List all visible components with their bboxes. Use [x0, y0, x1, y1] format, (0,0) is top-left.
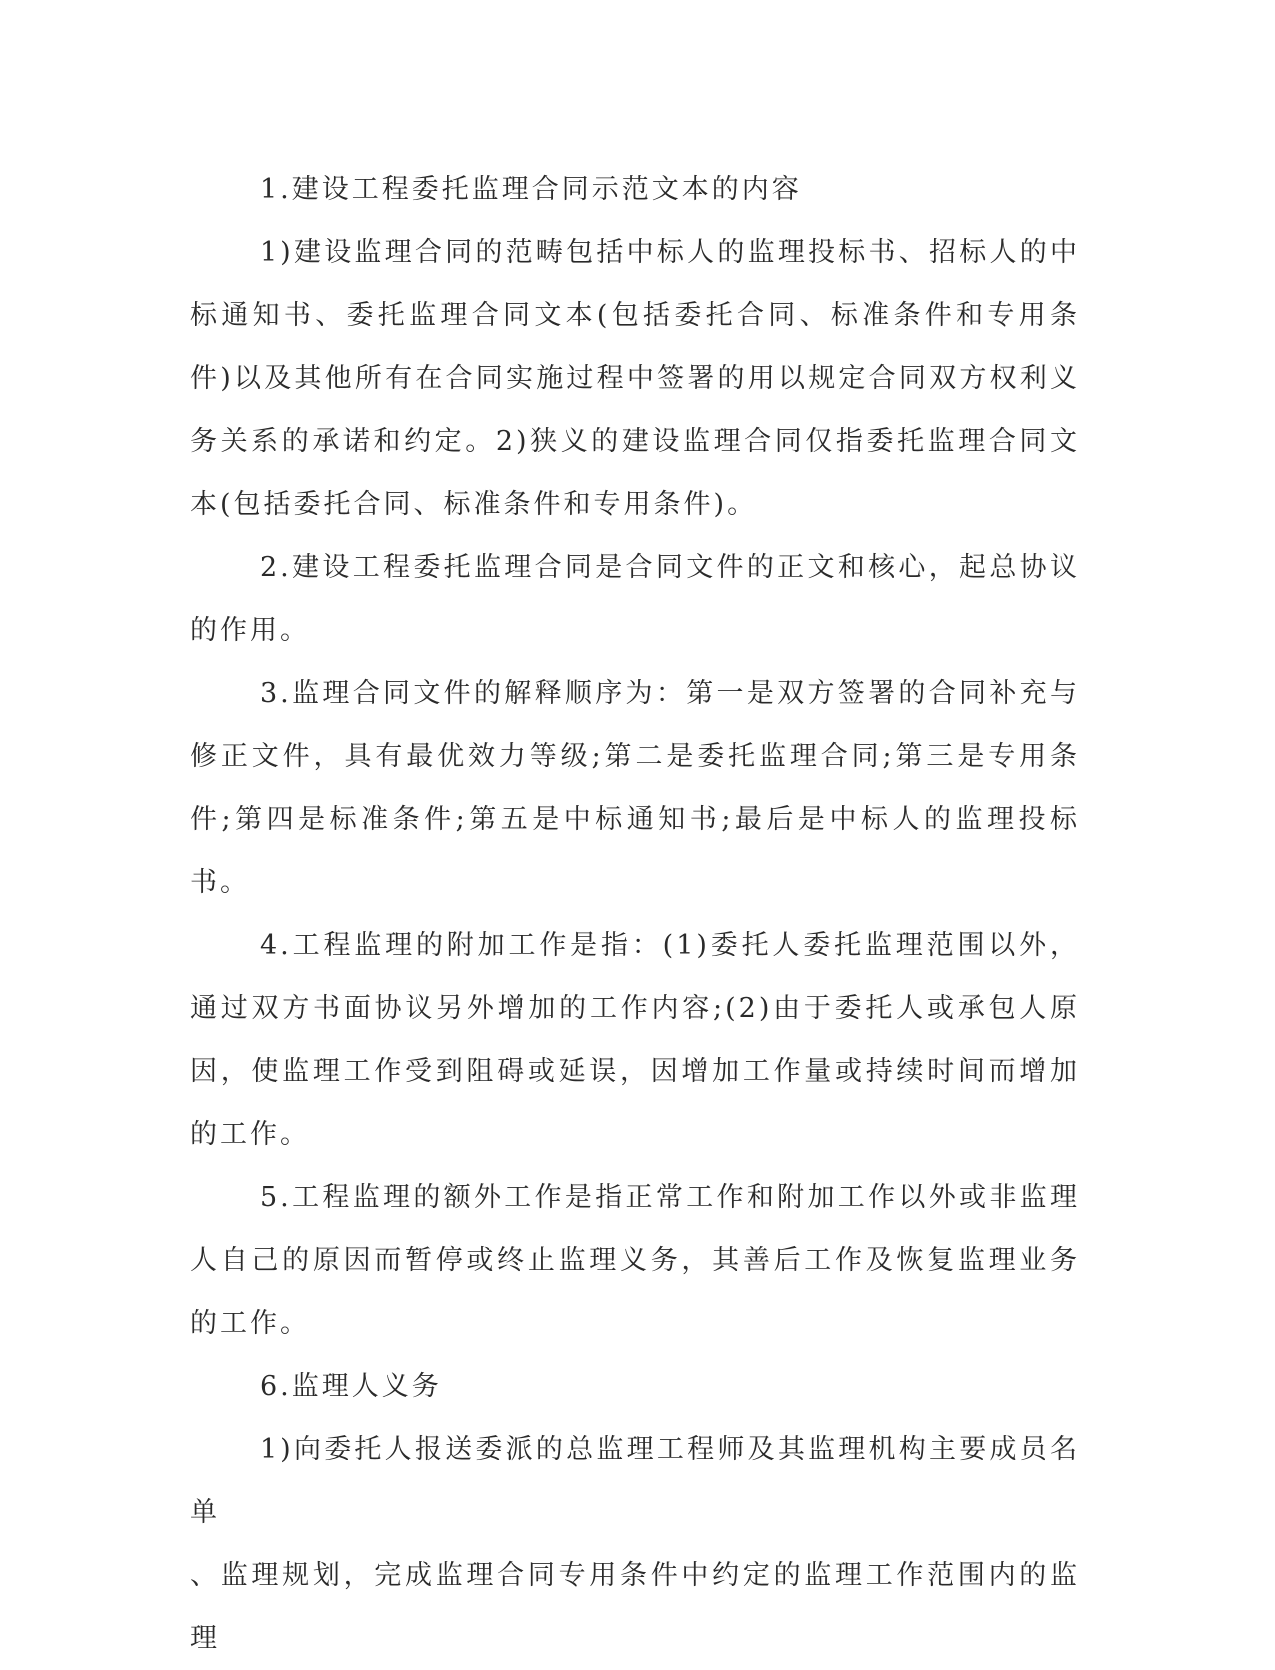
document-body: [190, 158, 1080, 1670]
paragraph-extra-work: 5.工程监理的额外工作是指正常工作和附加工作以外或非监理人自己的原因而暂停或终止监理义务，其善后工作及恢复监理业务的工作。: [190, 1182, 1080, 1339]
paragraph-contract-core: 2.建设工程委托监理合同是合同文件的正文和核心，起总协议的作用。: [190, 552, 1080, 646]
paragraph-additional-work: 4.工程监理的附加工作是指：(1)委托人委托监理范围以外，通过双方书面协议另外增加的工作内容;(2)由于委托人或承包人原因，使监理工作受到阻碍或延误，因增加工作量或持续时间而增加的工作。: [190, 930, 1080, 1150]
paragraph-contract-text-contents: 1.建设工程委托监理合同示范文本的内容: [260, 174, 802, 205]
paragraph-supervisor-duties-heading: 6.监理人义务: [260, 1371, 442, 1402]
paragraph-contract-scope: 1)建设监理合同的范畴包括中标人的监理投标书、招标人的中标通知书、委托监理合同文本(包括委托合同、标准条件和专用条件)以及其他所有在合同实施过程中签署的用以规定合同双方权利义务关系的承诺和约定。2)狭义的建设监理合同仅指委托监理合同文本(包括委托合同、标准条件和专用条件)。: [190, 237, 1080, 520]
paragraph-supervisor-duty-1-continued: 、监理规划，完成监理合同专用条件中约定的监理工作范围内的监理: [190, 1560, 1080, 1654]
paragraph-supervisor-duty-1: 1)向委托人报送委派的总监理工程师及其监理机构主要成员名单: [190, 1434, 1080, 1528]
paragraph-interpretation-order: 3.监理合同文件的解释顺序为：第一是双方签署的合同补充与修正文件，具有最优效力等级;第二是委托监理合同;第三是专用条件;第四是标准条件;第五是中标通知书;最后是中标人的监理投标书。: [190, 678, 1080, 898]
